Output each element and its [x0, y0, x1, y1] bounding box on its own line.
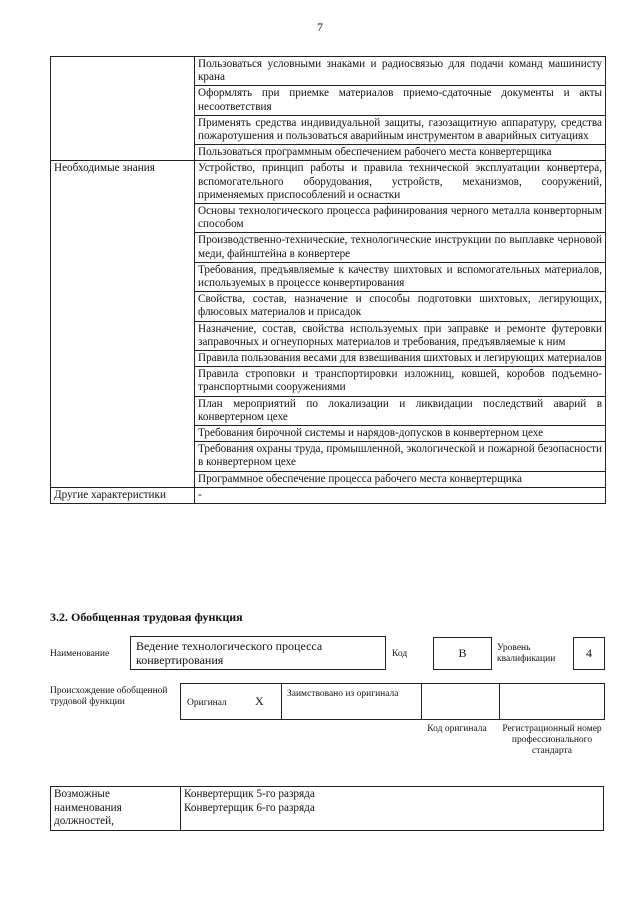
skills-knowledge-table	[50, 56, 606, 504]
table-row	[51, 57, 606, 86]
code-label: Код	[392, 649, 408, 659]
skill-item: Пользоваться условными знаками и радиосвязью для подачи команд машинисту крана	[195, 57, 606, 86]
position-item: Конвертерщик 6-го разряда	[184, 801, 315, 814]
origin-box	[180, 683, 605, 720]
level-label: Уровень квалификации	[497, 643, 556, 664]
skills-label-cell	[51, 57, 195, 161]
table-row	[51, 787, 604, 831]
knowledge-item: Требования охраны труда, промышленной, экологической и пожарной безопасности в конвертерном цехе	[195, 442, 606, 471]
other-characteristics-value: -	[195, 487, 606, 503]
knowledge-item: Производственно-технические, технологические инструкции по выплавке черновой меди, файнштейна в конвертере	[195, 233, 606, 262]
knowledge-item: План мероприятий по локализации и ликвидации последствий аварий в конвертерном цехе	[195, 396, 606, 425]
positions-table	[50, 786, 604, 831]
table-row	[51, 161, 606, 204]
function-name-value: Ведение технологического процесса конвертирования	[136, 639, 323, 667]
borrowed-label: Заимствовано из оригинала	[287, 689, 399, 699]
knowledge-label: Необходимые знания	[51, 161, 195, 487]
origin-divider	[421, 684, 422, 719]
other-characteristics-label: Другие характеристики	[51, 487, 195, 503]
knowledge-item: Требования, предъявляемые к качеству шихтовых и вспомогательных материалов, используемых в процессе конвертирования	[195, 262, 606, 291]
knowledge-item: Свойства, состав, назначение и способы подготовки шихтовых, легирующих, флюсовых материалов и присадок	[195, 292, 606, 321]
function-name-box	[130, 636, 386, 670]
knowledge-item: Назначение, состав, свойства используемых при заправке и ремонте футеровки заправочных и огнеупорных материалов и требования, предъявляемые к ним	[195, 321, 606, 350]
knowledge-item: Правила пользования весами для взвешивания шихтовых и легирующих материалов	[195, 351, 606, 367]
position-item: Конвертерщик 5-го разряда	[184, 788, 315, 800]
reg-number-label: Регистрационный номер профессионального стандарта	[502, 724, 602, 756]
origin-label: Происхождение обобщенной трудовой функции	[50, 686, 168, 707]
knowledge-item: Правила строповки и транспортировки изложниц, ковшей, коробов подъемно-транспортными сооружениями	[195, 367, 606, 396]
skill-item: Пользоваться программным обеспечением рабочего места конвертерщика	[195, 145, 606, 161]
original-mark: X	[255, 694, 264, 708]
level-value: 4	[586, 646, 592, 660]
positions-values	[181, 787, 604, 831]
positions-label: Возможные наименования должностей,	[51, 787, 181, 831]
knowledge-item: Программное обеспечение процесса рабочего места конвертерщика	[195, 471, 606, 487]
page-number: 7	[317, 20, 323, 34]
skill-item: Применять средства индивидуальной защиты, газозащитную аппаратуру, средства пожаротушения и пользоваться аварийным инструментом в аварийных ситуациях	[195, 115, 606, 144]
code-original-label: Код оригинала	[427, 724, 487, 734]
table-row	[51, 487, 606, 503]
section-title: 3.2. Обобщенная трудовая функция	[50, 610, 243, 624]
code-box	[433, 637, 492, 670]
knowledge-item: Основы технологического процесса рафинирования черного металла конверторным способом	[195, 204, 606, 233]
original-label: Оригинал	[187, 698, 227, 708]
code-value: B	[458, 646, 467, 660]
knowledge-item: Требования бирочной системы и нарядов-допусков в конвертерном цехе	[195, 426, 606, 442]
skill-item: Оформлять при приемке материалов приемо-сдаточные документы и акты несоответствия	[195, 86, 606, 115]
origin-divider	[281, 684, 282, 719]
level-box	[573, 637, 605, 670]
name-label: Наименование	[50, 649, 110, 659]
knowledge-item: Устройство, принцип работы и правила технической эксплуатации конвертера, вспомогательного оборудования, устройств, механизмов, сооружений, применяемых приспособлений и оснастки	[195, 161, 606, 204]
origin-divider	[499, 684, 500, 719]
